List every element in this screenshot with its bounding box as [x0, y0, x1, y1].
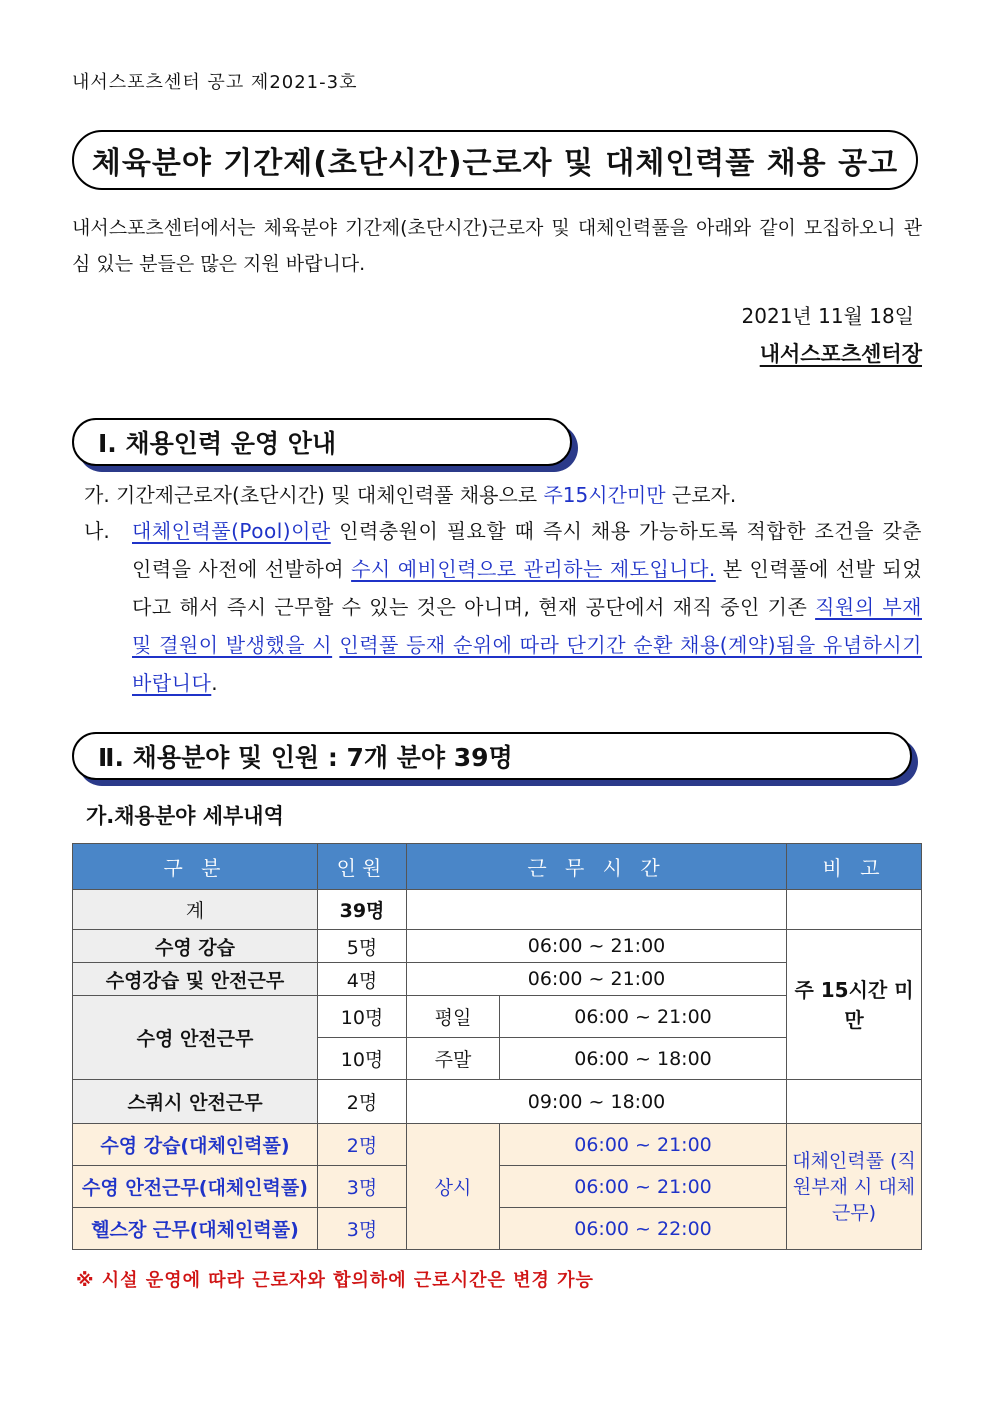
- issuing-org: 내서스포츠센터장: [759, 342, 922, 366]
- pool-category: 수영 안전근무(대체인력풀): [73, 1166, 318, 1208]
- item-b-term: 대체인력풀(Pool)이란: [132, 519, 331, 543]
- pool-count: 2명: [318, 1124, 407, 1166]
- row-note: [787, 1080, 922, 1124]
- total-label: 계: [73, 890, 318, 930]
- pool-shift: 상시: [407, 1124, 500, 1250]
- list-mark-b: 나.: [84, 519, 110, 543]
- item-b-highlight2: 직원의 부재 및 결원이 발생했을 시: [132, 595, 922, 657]
- col-header-note: 비 고: [787, 844, 922, 890]
- row-category: 수영 강습: [73, 930, 318, 963]
- table-header-row: [73, 844, 922, 890]
- item-b-highlight1: 수시 예비인력으로 관리하는 제도입니다.: [351, 557, 716, 581]
- item-a-text1: 기간제근로자(초단시간) 및 대체인력풀 채용으로: [116, 483, 538, 507]
- row-count: 10명: [318, 996, 407, 1038]
- page-title: 체육분야 기간제(초단시간)근로자 및 대체인력풀 채용 공고: [72, 130, 918, 190]
- pool-hours: 06:00 ~ 21:00: [500, 1124, 787, 1166]
- intro-paragraph: 내서스포츠센터에서는 체육분야 기간제(초단시간)근로자 및 대체인력풀을 아래와 같이 모집하오니 관심 있는 분들은 많은 지원 바랍니다.: [72, 217, 922, 275]
- subsection-title: 가.채용분야 세부내역: [86, 804, 284, 828]
- table-row-pool: [73, 1124, 922, 1166]
- item-b-end: .: [211, 671, 219, 695]
- item-b-body: [132, 512, 922, 702]
- row-hours: 06:00 ~ 21:00: [500, 996, 787, 1038]
- pool-hours: 06:00 ~ 22:00: [500, 1208, 787, 1250]
- row-category: 스쿼시 안전근무: [73, 1080, 318, 1124]
- row-count: 4명: [318, 963, 407, 996]
- col-header-count: 인원: [318, 844, 407, 890]
- row-hours: 06:00 ~ 21:00: [407, 963, 787, 996]
- section1-header: Ⅰ. 채용인력 운영 안내: [72, 418, 572, 466]
- total-note: [787, 890, 922, 930]
- pool-count: 3명: [318, 1208, 407, 1250]
- item-a-text2: 근로자.: [671, 483, 737, 507]
- row-count: 10명: [318, 1038, 407, 1080]
- row-category: 수영강습 및 안전근무: [73, 963, 318, 996]
- col-header-hours: 근 무 시 간: [407, 844, 787, 890]
- total-hours: [407, 890, 787, 930]
- notice-date: 2021년 11월 18일: [741, 304, 914, 328]
- row-day: 평일: [407, 996, 500, 1038]
- pool-category: 수영 강습(대체인력풀): [73, 1124, 318, 1166]
- list-mark-a: 가.: [84, 483, 110, 507]
- col-header-category: 구 분: [73, 844, 318, 890]
- pool-hours: 06:00 ~ 21:00: [500, 1166, 787, 1208]
- row-hours: 06:00 ~ 21:00: [407, 930, 787, 963]
- item-b-text2: 본 인력풀에 선발 되었다고 해서 즉시 근무할 수 있는 것은 아니며, 현재 공단에서 재직 중인 기존: [132, 557, 923, 619]
- list-item-b: [84, 512, 922, 702]
- notice-number: 내서스포츠센터 공고 제2021-3호: [72, 72, 358, 93]
- pool-count: 3명: [318, 1166, 407, 1208]
- table-row-total: [73, 890, 922, 930]
- row-note-regular: 주 15시간 미만: [787, 930, 922, 1080]
- item-b-highlight3: 인력풀 등재 순위에 따라 단기간 순환 채용(계약)됨을 유념하시기 바랍니다: [132, 633, 923, 695]
- item-a-highlight: 주15시간미만: [543, 483, 666, 507]
- row-hours: 06:00 ~ 18:00: [500, 1038, 787, 1080]
- total-count: 39명: [318, 890, 407, 930]
- pool-note: 대체인력풀 (직원부재 시 대체 근무): [787, 1124, 922, 1250]
- table-row: [73, 1080, 922, 1124]
- section2-header: Ⅱ. 채용분야 및 인원 : 7개 분야 39명: [72, 732, 912, 780]
- list-item-a: [84, 476, 924, 514]
- row-count: 5명: [318, 930, 407, 963]
- footnote: ※ 시설 운영에 따라 근로자와 합의하에 근로시간은 변경 가능: [76, 1270, 594, 1291]
- recruitment-table: [72, 843, 922, 1250]
- row-category: 수영 안전근무: [73, 996, 318, 1080]
- row-hours: 09:00 ~ 18:00: [407, 1080, 787, 1124]
- table-row: [73, 930, 922, 963]
- item-b-text1: 인력충원이 필요할 때 즉시 채용 가능하도록 적합한 조건을 갖춘 인력을 사전에 선발하여: [132, 519, 922, 581]
- row-day: 주말: [407, 1038, 500, 1080]
- row-count: 2명: [318, 1080, 407, 1124]
- pool-category: 헬스장 근무(대체인력풀): [73, 1208, 318, 1250]
